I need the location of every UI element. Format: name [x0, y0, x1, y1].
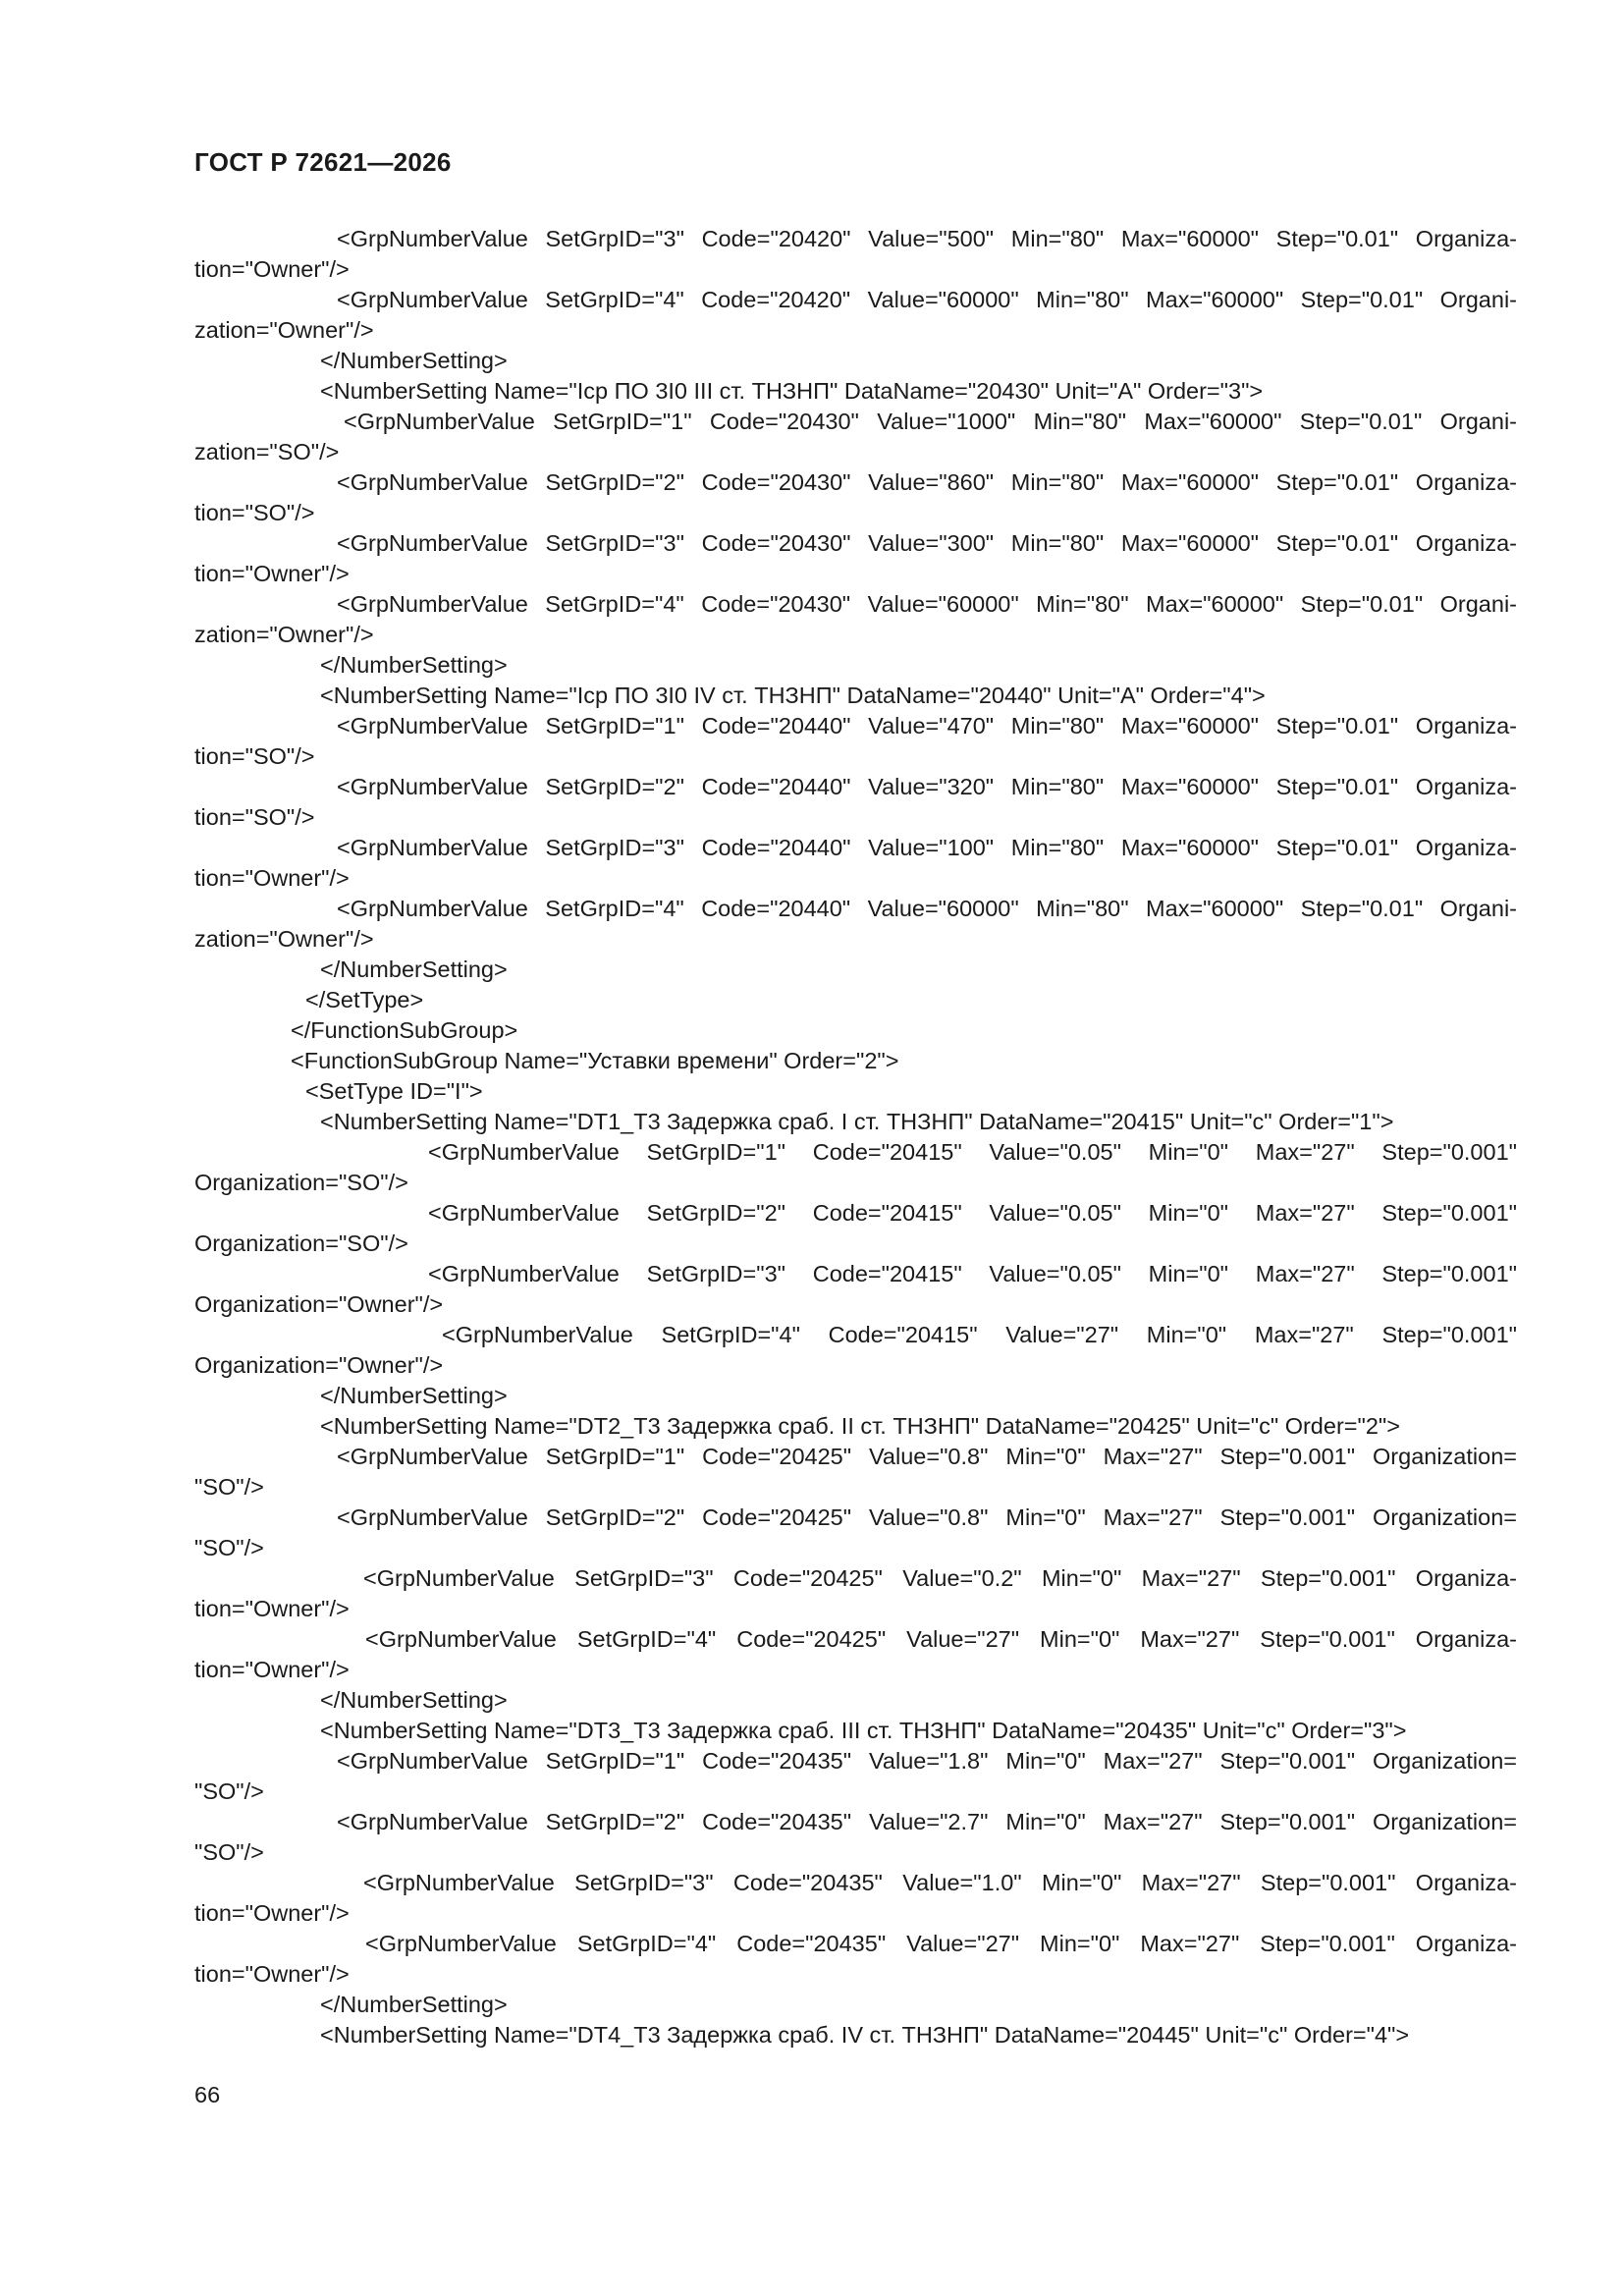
xml-line: tion="Owner"/> [194, 256, 350, 282]
xml-line: <GrpNumberValue SetGrpID="3" Code="20430" Value="300" Min="80" Max="60000" Step="0.01" Organiza- [337, 530, 1517, 556]
xml-line: Organization="Owner"/> [194, 1352, 444, 1378]
xml-line: <GrpNumberValue SetGrpID="1" Code="20440" Value="470" Min="80" Max="60000" Step="0.01" Organiza- [337, 713, 1517, 738]
xml-line: "SO"/> [194, 1535, 264, 1560]
xml-line: </NumberSetting> [320, 652, 508, 678]
xml-line: </NumberSetting> [320, 1383, 508, 1408]
page-number: 66 [194, 2082, 221, 2107]
xml-line: "SO"/> [194, 1474, 264, 1500]
xml-line: <GrpNumberValue SetGrpID="4" Code="20435" Value="27" Min="0" Max="27" Step="0.001" Organiza- [365, 1931, 1517, 1956]
xml-line: tion="Owner"/> [194, 1961, 350, 1987]
xml-line: Organization="Owner"/> [194, 1291, 444, 1317]
xml-line: <GrpNumberValue SetGrpID="2" Code="20435" Value="2.7" Min="0" Max="27" Step="0.001" Organization= [337, 1809, 1517, 1834]
document-header: ГОСТ Р 72621—2026 [194, 147, 452, 177]
xml-line: <GrpNumberValue SetGrpID="3" Code="20420" Value="500" Min="80" Max="60000" Step="0.01" Organiza- [337, 226, 1517, 251]
xml-line: Organization="SO"/> [194, 1230, 408, 1256]
xml-line: zation="Owner"/> [194, 926, 374, 952]
xml-line: <GrpNumberValue SetGrpID="1" Code="20415" Value="0.05" Min="0" Max="27" Step="0.001" [428, 1139, 1517, 1165]
xml-line: <SetType ID="I"> [305, 1078, 483, 1104]
xml-line: <GrpNumberValue SetGrpID="1" Code="20435" Value="1.8" Min="0" Max="27" Step="0.001" Organization= [337, 1748, 1517, 1774]
xml-line: tion="Owner"/> [194, 1657, 350, 1682]
xml-line: tion="SO"/> [194, 804, 315, 830]
xml-line: <GrpNumberValue SetGrpID="4" Code="20420" Value="60000" Min="80" Max="60000" Step="0.01" Organi- [337, 287, 1517, 312]
xml-line: <GrpNumberValue SetGrpID="1" Code="20425" Value="0.8" Min="0" Max="27" Step="0.001" Organization= [337, 1444, 1517, 1469]
xml-line: </NumberSetting> [320, 348, 508, 373]
xml-line: <GrpNumberValue SetGrpID="2" Code="20430" Value="860" Min="80" Max="60000" Step="0.01" Organiza- [337, 469, 1517, 495]
xml-line: tion="SO"/> [194, 500, 315, 525]
xml-line: <NumberSetting Name="Icp ПО 3I0 IV ст. ТНЗНП" DataName="20440" Unit="A" Order="4"> [320, 683, 1266, 708]
xml-line: <GrpNumberValue SetGrpID="3" Code="20425" Value="0.2" Min="0" Max="27" Step="0.001" Organiza- [363, 1565, 1517, 1591]
xml-line: tion="SO"/> [194, 743, 315, 769]
xml-line: <NumberSetting Name="Icp ПО 3I0 III ст. ТНЗНП" DataName="20430" Unit="A" Order="3"> [320, 378, 1264, 404]
xml-line: <GrpNumberValue SetGrpID="3" Code="20435" Value="1.0" Min="0" Max="27" Step="0.001" Organiza- [363, 1870, 1517, 1895]
xml-line: <NumberSetting Name="DT4_T3 Задержка сраб. IV ст. ТНЗНП" DataName="20445" Unit="c" Order="4"> [320, 2022, 1410, 2048]
xml-line: <FunctionSubGroup Name="Уставки времени" Order="2"> [291, 1048, 899, 1073]
xml-line: Organization="SO"/> [194, 1170, 408, 1195]
xml-line: <NumberSetting Name="DT2_T3 Задержка сраб. II ст. ТНЗНП" DataName="20425" Unit="c" Order="2"> [320, 1413, 1400, 1439]
xml-line: <GrpNumberValue SetGrpID="1" Code="20430" Value="1000" Min="80" Max="60000" Step="0.01" Organi- [344, 409, 1517, 434]
xml-line: tion="Owner"/> [194, 1900, 350, 1926]
xml-line: tion="Owner"/> [194, 1596, 350, 1621]
xml-line: <GrpNumberValue SetGrpID="2" Code="20425" Value="0.8" Min="0" Max="27" Step="0.001" Organization= [337, 1504, 1517, 1530]
xml-line: zation="Owner"/> [194, 317, 374, 343]
xml-line: <GrpNumberValue SetGrpID="4" Code="20440" Value="60000" Min="80" Max="60000" Step="0.01" Organi- [337, 896, 1517, 921]
xml-line: "SO"/> [194, 1778, 264, 1804]
xml-line: zation="Owner"/> [194, 622, 374, 647]
xml-line: <GrpNumberValue SetGrpID="2" Code="20415" Value="0.05" Min="0" Max="27" Step="0.001" [428, 1200, 1517, 1226]
xml-line: </NumberSetting> [320, 1992, 508, 2017]
xml-line: <GrpNumberValue SetGrpID="4" Code="20415" Value="27" Min="0" Max="27" Step="0.001" [442, 1322, 1517, 1347]
xml-line: zation="SO"/> [194, 439, 340, 465]
xml-line: </NumberSetting> [320, 1687, 508, 1713]
xml-line: <GrpNumberValue SetGrpID="4" Code="20425" Value="27" Min="0" Max="27" Step="0.001" Organiza- [365, 1626, 1517, 1652]
xml-line: tion="Owner"/> [194, 561, 350, 586]
xml-line: tion="Owner"/> [194, 865, 350, 891]
xml-line: <NumberSetting Name="DT1_T3 Задержка сраб. I ст. ТНЗНП" DataName="20415" Unit="c" Order="1"> [320, 1109, 1394, 1134]
xml-line: </FunctionSubGroup> [291, 1017, 518, 1043]
xml-line: <NumberSetting Name="DT3_T3 Задержка сраб. III ст. ТНЗНП" DataName="20435" Unit="c" Order="3"> [320, 1718, 1407, 1743]
xml-line: <GrpNumberValue SetGrpID="2" Code="20440" Value="320" Min="80" Max="60000" Step="0.01" Organiza- [337, 774, 1517, 799]
xml-line: <GrpNumberValue SetGrpID="3" Code="20415" Value="0.05" Min="0" Max="27" Step="0.001" [428, 1261, 1517, 1286]
xml-line: "SO"/> [194, 1839, 264, 1865]
xml-listing [194, 224, 1517, 2050]
xml-line: </SetType> [305, 987, 424, 1012]
xml-line: </NumberSetting> [320, 957, 508, 982]
xml-line: <GrpNumberValue SetGrpID="3" Code="20440" Value="100" Min="80" Max="60000" Step="0.01" Organiza- [337, 835, 1517, 860]
xml-line: <GrpNumberValue SetGrpID="4" Code="20430" Value="60000" Min="80" Max="60000" Step="0.01" Organi- [337, 591, 1517, 617]
